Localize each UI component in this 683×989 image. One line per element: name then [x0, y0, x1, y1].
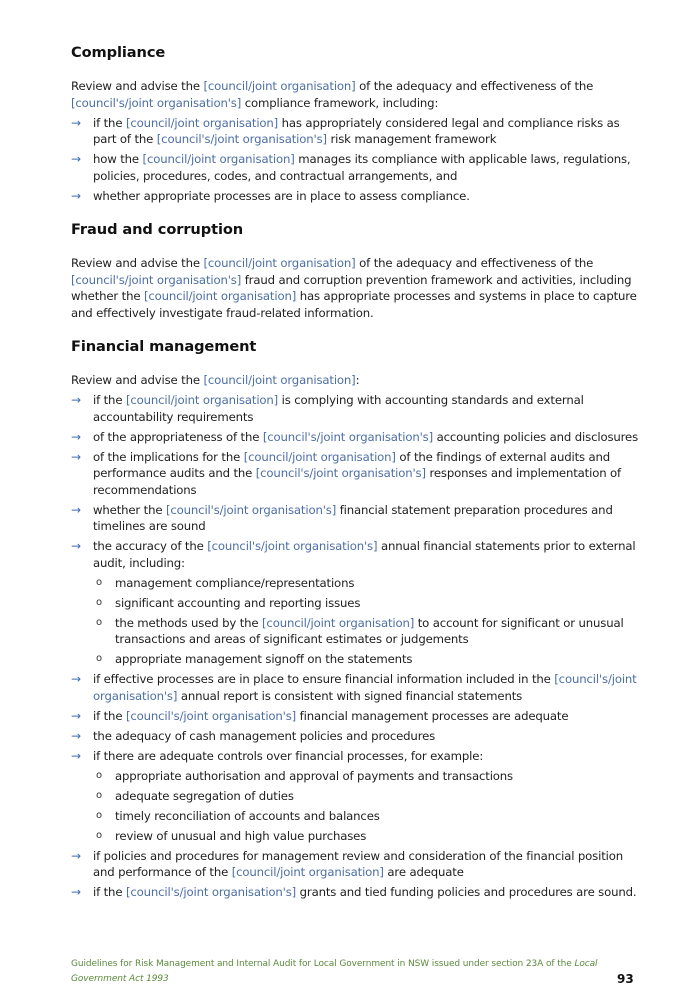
footer-act-title: Local Government Act 1993: [71, 959, 598, 984]
bullet-icon: o: [96, 789, 102, 801]
sub-list: [93, 768, 641, 845]
arrow-icon: →: [71, 885, 81, 899]
arrow-icon: →: [71, 449, 81, 464]
financial-intro: Review and advise the [council/joint organisation]:: [71, 373, 360, 387]
arrow-icon: →: [71, 708, 81, 723]
list-item: → the adequacy of cash management policies and procedures: [71, 728, 436, 743]
arrow-icon: →: [71, 672, 81, 686]
bullet-icon: o: [96, 576, 102, 588]
bullet-icon: o: [96, 653, 102, 664]
arrow-icon: →: [71, 115, 81, 130]
bullet-icon: o: [96, 616, 102, 628]
arrow-icon: →: [71, 188, 81, 203]
sub-list-item: o the methods used by the [council/joint organisation] to account for significant or unusual transactions and areas of significant estimates or judgements: [96, 615, 624, 646]
page-footer: [71, 957, 611, 987]
page-content: [71, 43, 641, 901]
list-item: → if the [council's/joint organisation's] financial management processes are adequate: [71, 708, 569, 723]
heading-financial: Financial management: [71, 338, 257, 355]
list-item: → whether the [council's/joint organisation's] financial statement preparation procedures and timelines are sound: [71, 502, 613, 533]
bullet-icon: o: [96, 829, 102, 841]
arrow-icon: →: [71, 393, 81, 407]
footer-text: Guidelines for Risk Management and Internal Audit for Local Government in NSW issued under section 23A of the: [71, 959, 575, 969]
heading-fraud: Fraud and corruption: [71, 221, 244, 238]
sub-list-item: o appropriate authorisation and approval of payments and transactions: [96, 768, 513, 783]
arrow-icon: →: [71, 728, 81, 743]
list-item: → if there are adequate controls over financial processes, for example: o appropriate authorisation and approval of payments and transactions o adequate segregation of duties o timely reconciliation of accounts and balances o review of unusual and high value purchases: [71, 748, 641, 845]
list-item: → of the appropriateness of the [council's/joint organisation's] accounting policies and disclosures: [71, 429, 639, 444]
sub-list: [93, 575, 641, 668]
section-financial: [71, 337, 641, 901]
list-item: → if the [council/joint organisation] has appropriately considered legal and compliance risks as part of the [council's/joint organisation's] risk management framework: [71, 115, 620, 146]
arrow-icon: →: [71, 429, 81, 444]
section-fraud: [71, 220, 641, 321]
list-item: → how the [council/joint organisation] manages its compliance with applicable laws, regulations, policies, procedures, codes, and contractual arrangements, and: [71, 152, 631, 183]
list-item: → if the [council/joint organisation] is complying with accounting standards and external accountability requirements: [71, 393, 584, 424]
arrow-icon: →: [71, 152, 81, 166]
compliance-intro: Review and advise the [council/joint organisation] of the adequacy and effectiveness of the [council's/joint organisation's] compliance framework, including:: [71, 79, 594, 110]
arrow-icon: →: [71, 502, 81, 517]
arrow-icon: →: [71, 748, 81, 763]
bullet-icon: o: [96, 769, 102, 781]
sub-list-item: o significant accounting and reporting issues: [96, 595, 361, 610]
list-item: → whether appropriate processes are in place to assess compliance.: [71, 188, 470, 203]
list-item: → of the implications for the [council/joint organisation] of the findings of external audits and performance audits and the [council's/joint organisation's] responses and implementation of recommendations: [71, 449, 621, 497]
list-item: → if the [council's/joint organisation's] grants and tied funding policies and procedures are sound.: [71, 885, 637, 899]
page-number: 93: [617, 972, 634, 986]
compliance-list: [71, 115, 641, 205]
sub-list-item: o timely reconciliation of accounts and balances: [96, 808, 380, 823]
sub-list-item: o review of unusual and high value purchases: [96, 828, 367, 843]
arrow-icon: →: [71, 539, 81, 553]
list-item: → the accuracy of the [council's/joint organisation's] annual financial statements prior to external audit, including: o management compliance/representations o significant accounting and reporting issues o the methods used by the [council/joint organisation] to account for significant or unusual transactions and areas of significant estimates or judgements o appropriate management signoff on the statements: [71, 538, 641, 668]
list-item: → if effective processes are in place to ensure financial information included in the [council's/joint organisation's] annual report is consistent with signed financial statements: [71, 672, 637, 703]
bullet-icon: o: [96, 809, 102, 821]
financial-list: [71, 392, 641, 901]
sub-list-item: o appropriate management signoff on the statements: [96, 652, 413, 666]
list-item: → if policies and procedures for management review and consideration of the financial position and performance of the [council/joint organisation] are adequate: [71, 848, 623, 879]
section-compliance: [71, 43, 641, 204]
bullet-icon: o: [96, 596, 102, 608]
sub-list-item: o management compliance/representations: [96, 575, 355, 590]
sub-list-item: o adequate segregation of duties: [96, 788, 294, 803]
fraud-intro: Review and advise the [council/joint organisation] of the adequacy and effectiveness of the [council's/joint organisation's] fraud and corruption prevention framework and activities, including whether the [council/joint organisation] has appropriate processes and systems in place to capture and effectively investigate fraud-related information.: [71, 256, 637, 320]
arrow-icon: →: [71, 848, 81, 863]
heading-compliance: Compliance: [71, 44, 166, 61]
